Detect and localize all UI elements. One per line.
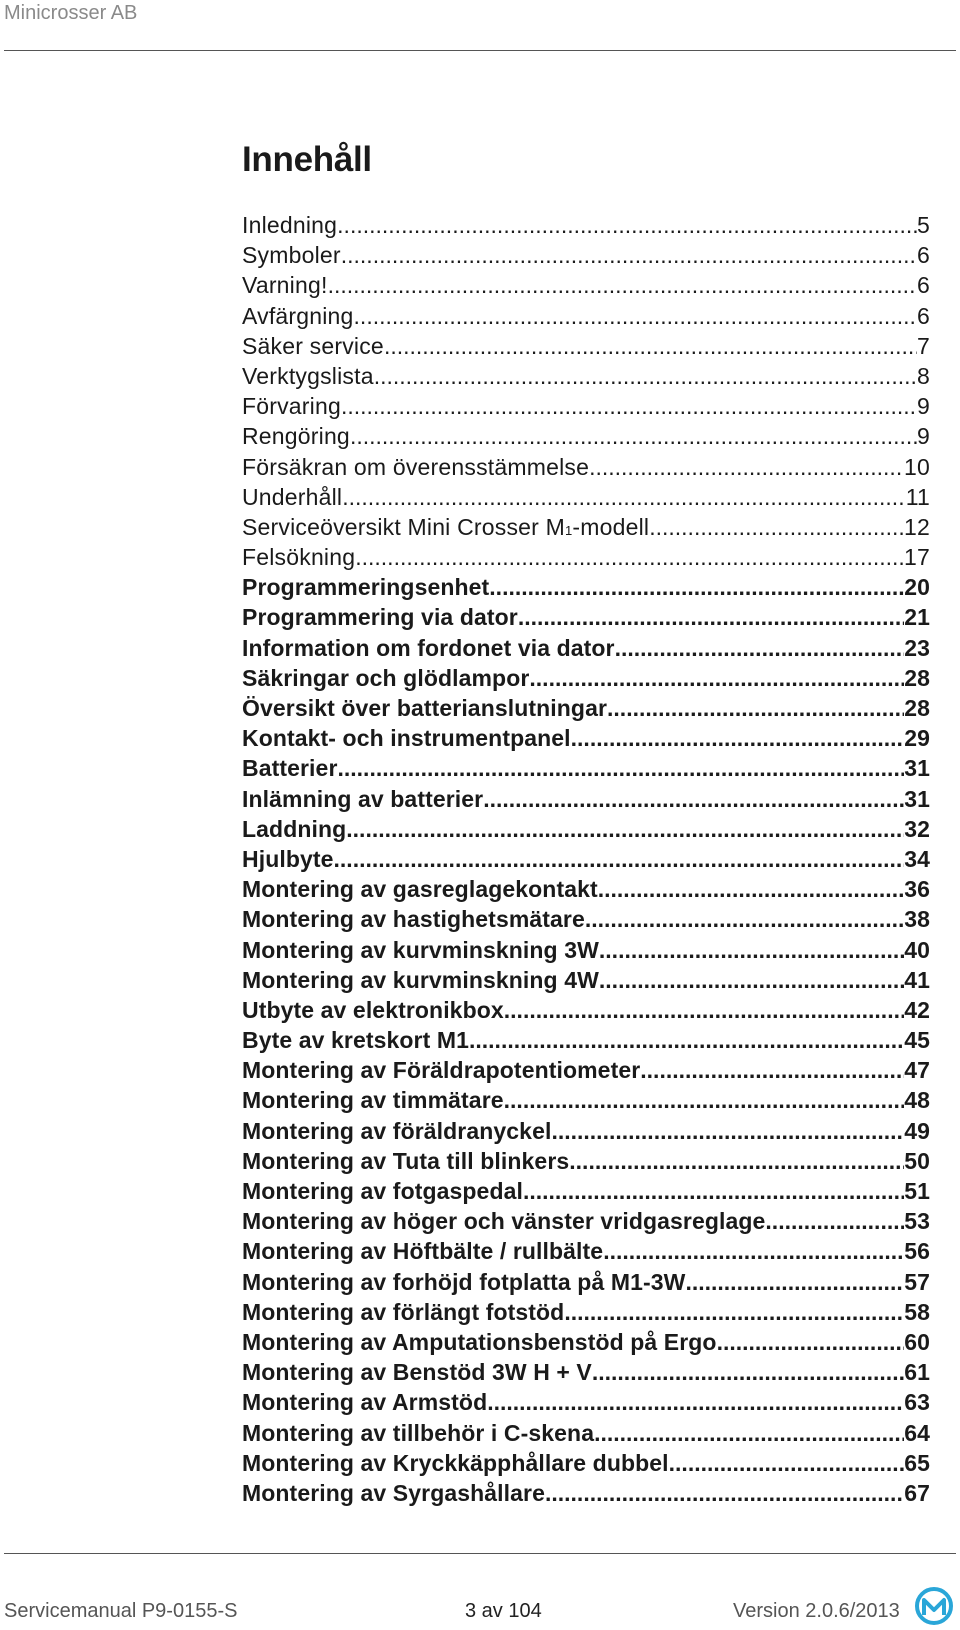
toc-leader-dots (649, 512, 904, 542)
toc-entry[interactable] (242, 1085, 930, 1115)
toc-entry[interactable] (242, 1055, 930, 1085)
toc-leader-dots (607, 693, 904, 723)
toc-entry-page: 23 (904, 634, 930, 661)
toc-entry-label: Förvaring (242, 393, 341, 420)
toc-leader-dots (483, 784, 904, 814)
toc-leader-dots (489, 572, 904, 602)
toc-entry-page: 34 (904, 845, 930, 872)
toc-entry-page: 53 (904, 1208, 930, 1235)
toc-entry-label: Montering av kurvminskning 4W (242, 966, 599, 993)
toc-entry[interactable] (242, 240, 930, 270)
toc-entry[interactable] (242, 1357, 930, 1387)
toc-entry[interactable] (242, 542, 930, 572)
toc-entry[interactable] (242, 1206, 930, 1236)
toc-entry[interactable] (242, 904, 930, 934)
toc-leader-dots (469, 1025, 904, 1055)
toc-leader-dots (334, 844, 905, 874)
toc-leader-dots (615, 633, 905, 663)
toc-entry-page: 6 (917, 242, 930, 269)
footer-divider (4, 1553, 956, 1554)
toc-leader-dots (338, 753, 905, 783)
toc-leader-dots (518, 602, 904, 632)
toc-entry[interactable] (242, 1327, 930, 1357)
toc-entry-label: Byte av kretskort M1 (242, 1027, 469, 1054)
toc-leader-dots (569, 1146, 904, 1176)
toc-entry-page: 45 (904, 1027, 930, 1054)
toc-leader-dots (487, 1387, 904, 1417)
toc-entry[interactable] (242, 663, 930, 693)
toc-entry-label: Inledning (242, 212, 338, 238)
toc-entry-label: Inlämning av batterier (242, 785, 484, 812)
toc-entry-page: 57 (904, 1268, 930, 1295)
toc-entry[interactable] (242, 723, 930, 753)
toc-entry-label: Verktygslista (242, 362, 374, 389)
toc-leader-dots (350, 421, 917, 451)
toc-leader-dots (669, 1448, 905, 1478)
toc-entry[interactable] (242, 1297, 930, 1327)
toc-entry[interactable]: Serviceöversikt Mini Crosser M 1 -modell ..... 12 (242, 512, 930, 542)
toc-leader-dots (529, 663, 904, 693)
toc-entry[interactable] (242, 935, 930, 965)
toc-leader-dots (564, 1297, 904, 1327)
toc-entry-label: Programmering via dator (242, 604, 518, 631)
toc-leader-dots (603, 1236, 904, 1266)
toc-entry[interactable] (242, 452, 930, 482)
toc-entry-label: Montering av höger och vänster vridgasreglage (242, 1208, 766, 1235)
toc-entry[interactable] (242, 995, 930, 1025)
manual-number: Servicemanual P9-0155-S (4, 1600, 238, 1622)
toc-entry[interactable] (242, 391, 930, 421)
toc-entry[interactable] (242, 814, 930, 844)
toc-leader-dots (328, 270, 917, 300)
page-number: 3 av 104 (465, 1600, 542, 1622)
toc-entry[interactable] (242, 1176, 930, 1206)
toc-leader-dots (640, 1055, 904, 1085)
toc-entry-label: Montering av timmätare (242, 1087, 504, 1114)
toc-entry-label: Montering av Tuta till blinkers (242, 1147, 570, 1174)
toc-leader-dots (585, 904, 904, 934)
toc-entry-label: Underhåll (242, 483, 343, 510)
toc-leader-dots (545, 1478, 904, 1508)
toc-entry-label: Montering av förlängt fotstöd (242, 1298, 565, 1325)
toc-leader-dots (592, 1357, 904, 1387)
toc-entry[interactable] (242, 1418, 930, 1448)
toc-entry-label: Försäkran om överensstämmelse (242, 453, 590, 480)
toc-entry-page: 67 (904, 1479, 930, 1506)
toc-leader-dots (504, 995, 904, 1025)
toc-entry-page: 31 (904, 785, 930, 812)
toc-leader-dots (342, 482, 905, 512)
toc-entry-page: 58 (904, 1298, 930, 1325)
toc-leader-dots (504, 1085, 905, 1115)
toc-entry[interactable] (242, 1448, 930, 1478)
toc-entry-label: Montering av Kryckkäpphållare dubbel (242, 1449, 669, 1476)
toc-leader-dots (765, 1206, 904, 1236)
toc-entry-label: Montering av föräldranyckel (242, 1117, 552, 1144)
toc-entry[interactable] (242, 482, 930, 512)
toc-entry-page: 28 (904, 695, 930, 721)
toc-entry-label: Kontakt- och instrumentpanel (242, 725, 571, 752)
toc-entry[interactable] (242, 210, 930, 240)
toc-entry-label: Laddning (242, 815, 347, 842)
toc-leader-dots (685, 1267, 904, 1297)
toc-leader-dots (374, 361, 917, 391)
toc-entry-page: 36 (904, 876, 930, 903)
toc-entry-page: 48 (904, 1087, 930, 1114)
toc-entry-label: Montering av hastighetsmätare (242, 906, 585, 933)
toc-entry[interactable] (242, 1116, 930, 1146)
toc-entry-label: Batterier (242, 755, 338, 782)
toc-leader-dots (346, 814, 904, 844)
toc-entry-page: 29 (904, 725, 930, 752)
toc-entry[interactable] (242, 1236, 930, 1266)
toc-entry-label: Översikt över batterianslutningar (242, 695, 608, 721)
toc-entry-label-suffix: -modell (572, 513, 650, 540)
toc-entry-label: Serviceöversikt Mini Crosser M (242, 513, 565, 540)
toc-leader-dots (599, 935, 904, 965)
toc-leader-dots (341, 391, 917, 421)
toc-entry-page: 6 (917, 272, 930, 299)
minicrosser-logo-icon (912, 1586, 956, 1626)
toc-entry-label: Montering av Amputationsbenstöd på Ergo (242, 1328, 717, 1355)
toc-entry-label: Montering av Höftbälte / rullbälte (242, 1238, 604, 1265)
toc-entry[interactable] (242, 753, 930, 783)
toc-entry[interactable] (242, 270, 930, 300)
toc-entry-label: Programmeringsenhet (242, 574, 490, 601)
toc-entry-page: 11 (905, 483, 930, 510)
toc-leader-dots (717, 1327, 905, 1357)
toc-entry-label: Säkringar och glödlampor (242, 664, 530, 691)
toc-entry-label: Symboler (242, 242, 341, 269)
toc-entry-label: Montering av gasreglagekontakt (242, 876, 598, 903)
toc-leader-dots (551, 1116, 904, 1146)
toc-entry[interactable] (242, 874, 930, 904)
toc-entry-label: Rengöring (242, 423, 350, 450)
toc-entry-page: 9 (917, 423, 930, 450)
toc-entry[interactable] (242, 965, 930, 995)
toc-entry-page: 63 (904, 1389, 930, 1416)
toc-entry-page: 31 (904, 755, 930, 782)
toc-entry-page: 40 (904, 936, 930, 963)
toc-entry-label: Säker service (242, 332, 384, 359)
toc-leader-dots (599, 965, 904, 995)
toc-entry-label: Montering av Syrgashållare (242, 1479, 545, 1506)
toc-entry-page: 41 (904, 966, 930, 993)
table-of-contents (242, 210, 930, 1508)
toc-entry-page: 7 (917, 332, 930, 359)
toc-entry-page: 42 (904, 996, 930, 1023)
toc-entry-page: 50 (904, 1147, 930, 1174)
toc-entry-page: 9 (917, 393, 930, 420)
toc-entry-page: 21 (904, 604, 930, 631)
toc-entry[interactable] (242, 1478, 930, 1508)
toc-leader-dots (355, 542, 904, 572)
toc-entry-page: 10 (904, 453, 930, 480)
toc-entry[interactable] (242, 1267, 930, 1297)
toc-entry-label: Montering av tillbehör i C-skena (242, 1419, 595, 1446)
toc-entry[interactable] (242, 844, 930, 874)
toc-entry[interactable] (242, 1025, 930, 1055)
toc-entry[interactable] (242, 602, 930, 632)
toc-entry[interactable] (242, 421, 930, 451)
toc-entry[interactable] (242, 784, 930, 814)
toc-entry-page: 38 (904, 906, 930, 933)
toc-entry[interactable] (242, 693, 930, 723)
toc-entry-page: 47 (904, 1057, 930, 1084)
toc-entry-page: 61 (904, 1359, 930, 1386)
toc-entry[interactable] (242, 331, 930, 361)
company-name: Minicrosser AB (4, 2, 138, 24)
toc-entry-page: 51 (904, 1178, 930, 1204)
toc-entry-label: Felsökning (242, 544, 356, 571)
toc-entry-label: Information om fordonet via dator (242, 634, 615, 661)
toc-entry-page: 5 (917, 212, 930, 238)
toc-entry-page: 17 (904, 544, 930, 571)
version-label: Version 2.0.6/2013 (733, 1600, 900, 1622)
toc-entry-page: 6 (917, 302, 930, 329)
page-title: Innehåll (242, 140, 372, 179)
toc-leader-dots (594, 1418, 904, 1448)
toc-leader-dots (571, 723, 905, 753)
toc-entry[interactable] (242, 301, 930, 331)
toc-entry-page: 8 (917, 362, 930, 389)
toc-entry-label: Montering av kurvminskning 3W (242, 936, 599, 963)
toc-entry[interactable] (242, 1387, 930, 1417)
toc-entry-page: 56 (904, 1238, 930, 1265)
toc-leader-dots (523, 1176, 904, 1206)
toc-entry-page: 28 (904, 664, 930, 691)
toc-leader-dots (384, 331, 917, 361)
toc-entry[interactable] (242, 633, 930, 663)
toc-entry-label: Montering av Föräldrapotentiometer (242, 1057, 641, 1084)
toc-entry-label: Montering av Benstöd 3W H + V (242, 1359, 592, 1386)
toc-entry-label: Montering av fotgaspedal (242, 1178, 523, 1204)
toc-entry-label: Montering av Armstöd (242, 1389, 488, 1416)
toc-leader-dots (341, 240, 917, 270)
toc-entry-page: 60 (904, 1328, 930, 1355)
header-divider (4, 50, 956, 51)
toc-entry-label: Montering av forhöjd fotplatta på M1-3W (242, 1268, 686, 1295)
toc-entry[interactable] (242, 361, 930, 391)
toc-entry-page: 65 (904, 1449, 930, 1476)
toc-entry-label: Avfärgning (242, 302, 354, 329)
toc-entry-label: Utbyte av elektronikbox (242, 996, 504, 1023)
toc-entry-page: 20 (904, 574, 930, 601)
toc-leader-dots (354, 301, 917, 331)
toc-entry-page: 64 (904, 1419, 930, 1446)
toc-entry-label: Varning! (242, 272, 328, 299)
toc-entry[interactable] (242, 1146, 930, 1176)
toc-leader-dots (337, 210, 917, 240)
toc-leader-dots (589, 452, 904, 482)
toc-entry[interactable] (242, 572, 930, 602)
toc-entry-page: 12 (904, 513, 930, 540)
toc-entry-page: 32 (904, 815, 930, 842)
toc-leader-dots (598, 874, 904, 904)
toc-entry-page: 49 (904, 1117, 930, 1144)
toc-entry-label: Hjulbyte (242, 845, 334, 872)
